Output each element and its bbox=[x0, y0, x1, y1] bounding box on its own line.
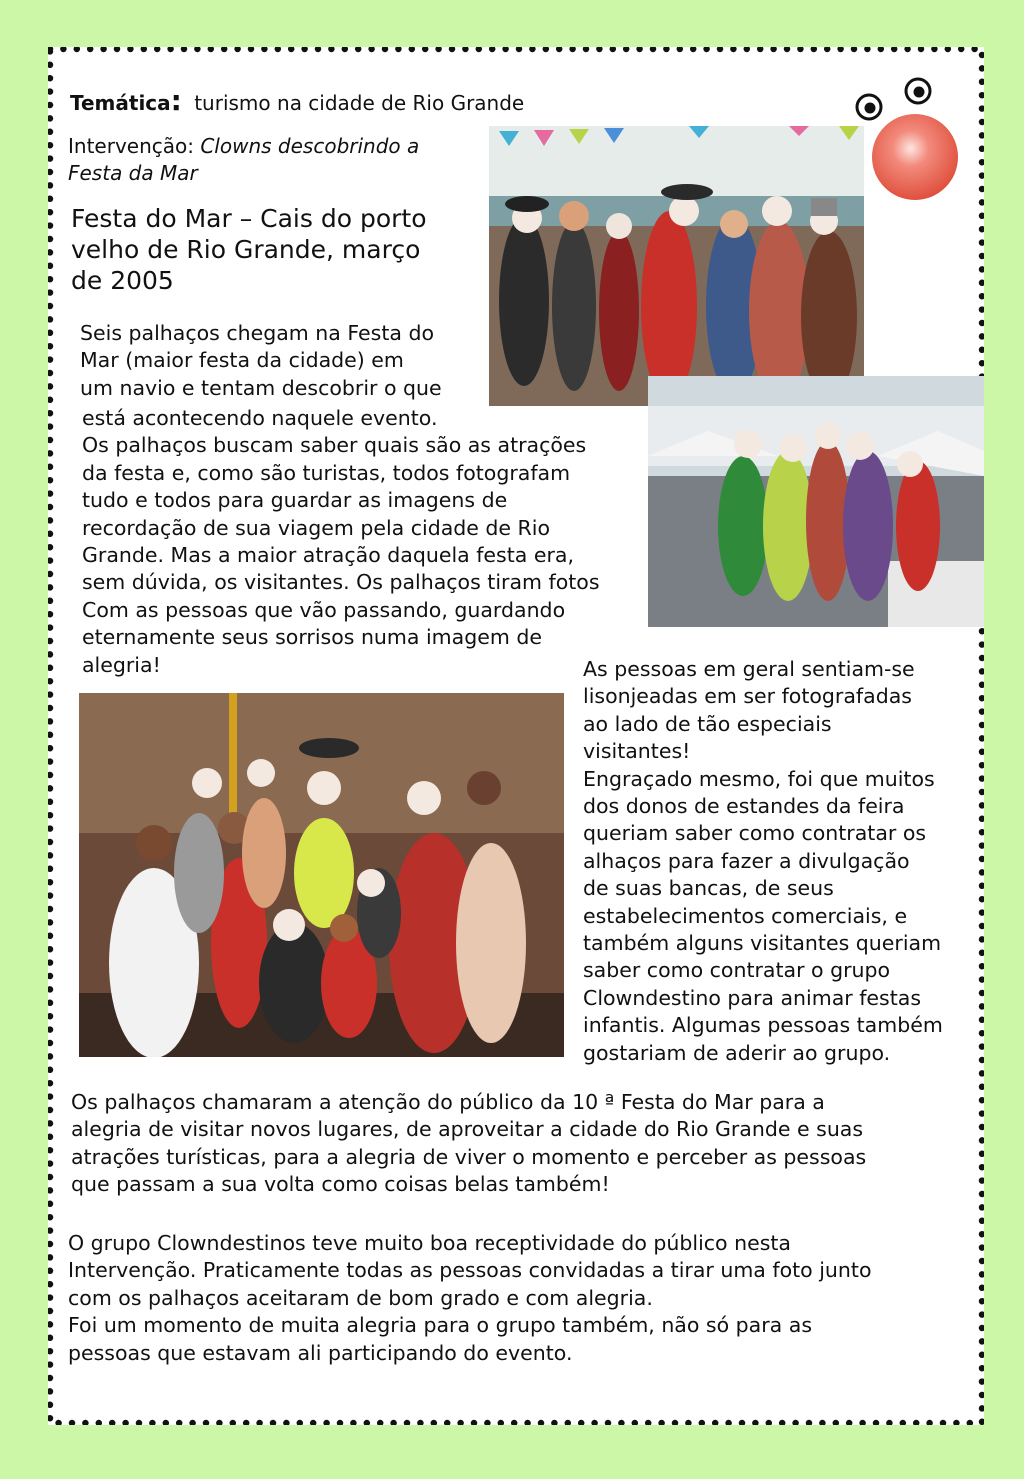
text-line: com os palhaços aceitaram de bom grado e com alegria. bbox=[68, 1285, 653, 1310]
text-line: Os palhaços buscam saber quais são as atrações bbox=[82, 433, 587, 458]
photo-clowns-with-visitors bbox=[79, 693, 564, 1057]
text-line: também alguns visitantes queriam bbox=[583, 931, 942, 956]
text-line: que passam a sua volta como coisas belas também! bbox=[71, 1172, 610, 1197]
text-line: infantis. Algumas pessoas também bbox=[583, 1013, 943, 1038]
paragraph-receptivity bbox=[68, 1230, 871, 1367]
intervencao-block bbox=[68, 133, 419, 187]
title-line-1: Festa do Mar – Cais do porto bbox=[71, 204, 427, 233]
tematica-colon: : bbox=[170, 84, 182, 117]
text-line: recordação de sua viagem pela cidade de Rio bbox=[82, 515, 551, 540]
text-line: As pessoas em geral sentiam-se bbox=[583, 657, 915, 681]
text-line: de suas bancas, de seus bbox=[583, 876, 834, 901]
text-line: um navio e tentam descobrir o que bbox=[80, 375, 442, 400]
clown-eye-right-icon bbox=[906, 79, 930, 103]
tematica-label: Temática bbox=[70, 91, 171, 115]
text-line: Engraçado mesmo, foi que muitos bbox=[583, 766, 935, 791]
text-line: da festa e, como são turistas, todos fotografam bbox=[82, 460, 571, 485]
clown-face-decoration bbox=[850, 74, 965, 204]
tematica-line bbox=[70, 84, 524, 117]
text-line: sem dúvida, os visitantes. Os palhaços tiram fotos bbox=[82, 570, 600, 595]
photo-clowns-jumping bbox=[648, 376, 984, 627]
text-line: gostariam de aderir ao grupo. bbox=[583, 1040, 891, 1065]
text-line: atrações turísticas, para a alegria de viver o momento e perceber as pessoas bbox=[71, 1144, 867, 1169]
text-line: Os palhaços chamaram a atenção do público da 10 ª Festa do Mar para a bbox=[71, 1090, 825, 1114]
text-line: está acontecendo naquele evento. bbox=[82, 406, 438, 430]
text-line: O grupo Clowndestinos teve muito boa receptividade do público nesta bbox=[68, 1231, 791, 1255]
text-line: Grande. Mas a maior atração daquela festa era, bbox=[82, 543, 574, 568]
paragraph-attention bbox=[71, 1089, 866, 1199]
text-line: ao lado de tão especiais bbox=[583, 711, 832, 736]
text-line: Intervenção. Praticamente todas as pessoas convidadas a tirar uma foto junto bbox=[68, 1258, 872, 1283]
intervencao-label: Intervenção: bbox=[68, 134, 201, 158]
text-line: eternamente seus sorrisos numa imagem de bbox=[82, 625, 542, 650]
text-line: visitantes! bbox=[583, 739, 691, 764]
text-line: lisonjeadas em ser fotografadas bbox=[583, 684, 912, 709]
intervencao-title-line2: Festa da Mar bbox=[68, 161, 198, 185]
right-column-paragraph bbox=[583, 656, 943, 1067]
text-line: alegria! bbox=[82, 652, 161, 677]
text-line: saber como contratar o grupo bbox=[583, 958, 891, 983]
intro-paragraph-wide bbox=[82, 405, 600, 679]
text-line: tudo e todos para guardar as imagens de bbox=[82, 488, 508, 513]
photo-clowns-on-quay bbox=[489, 126, 864, 406]
intro-paragraph-narrow bbox=[80, 320, 442, 402]
intervencao-title-line1: Clowns descobrindo a bbox=[200, 134, 420, 158]
text-line: estabelecimentos comerciais, e bbox=[583, 903, 908, 928]
text-line: dos donos de estandes da feira bbox=[583, 794, 905, 819]
text-line: Mar (maior festa da cidade) em bbox=[80, 348, 404, 373]
text-line: queriam saber como contratar os bbox=[583, 821, 927, 846]
text-line: alegria de visitar novos lugares, de aproveitar a cidade do Rio Grande e suas bbox=[71, 1117, 864, 1142]
text-line: Seis palhaços chegam na Festa do bbox=[80, 321, 434, 345]
text-line: Foi um momento de muita alegria para o grupo também, não só para as bbox=[68, 1313, 812, 1338]
text-line: pessoas que estavam ali participando do evento. bbox=[68, 1340, 573, 1365]
tematica-value: turismo na cidade de Rio Grande bbox=[194, 91, 525, 115]
clown-eye-left-icon bbox=[857, 95, 881, 119]
article-title bbox=[71, 203, 427, 296]
text-line: Clowndestino para animar festas bbox=[583, 985, 921, 1010]
title-line-3: de 2005 bbox=[71, 266, 174, 295]
clown-nose-icon bbox=[872, 114, 958, 200]
text-line: Com as pessoas que vão passando, guardando bbox=[82, 597, 566, 622]
title-line-2: velho de Rio Grande, março bbox=[71, 235, 421, 264]
text-line: alhaços para fazer a divulgação bbox=[583, 848, 910, 873]
